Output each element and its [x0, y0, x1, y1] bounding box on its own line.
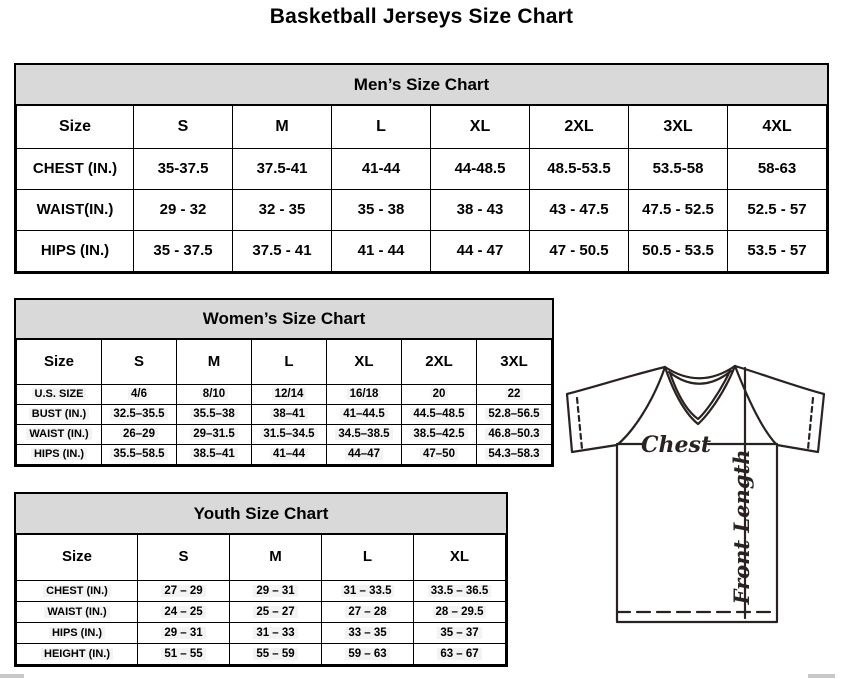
measurement-row-label: HIPS (IN.)	[17, 231, 134, 272]
size-column-header: 3XL	[629, 106, 728, 149]
size-value-cell: 58-63	[728, 149, 827, 190]
size-value-cell: 41-44	[332, 149, 431, 190]
size-value-cell: 55 – 59	[230, 644, 322, 665]
size-value-cell: 4/6	[102, 385, 177, 405]
measurement-row-label: CHEST (IN.)	[17, 149, 134, 190]
size-value-cell: 37.5-41	[233, 149, 332, 190]
size-value-cell: 20	[402, 385, 477, 405]
measurement-row-label: WAIST(IN.)	[17, 190, 134, 231]
size-value-cell: 41–44.5	[327, 405, 402, 425]
size-value-cell: 35.5–38	[177, 405, 252, 425]
size-value-cell: 53.5-58	[629, 149, 728, 190]
size-value-cell: 33 – 35	[322, 623, 414, 644]
size-value-cell: 32.5–35.5	[102, 405, 177, 425]
measurement-row-label: CHEST (IN.)	[17, 581, 138, 602]
size-value-cell: 27 – 29	[138, 581, 230, 602]
size-column-header: M	[233, 106, 332, 149]
size-column-header: XL	[414, 535, 506, 581]
mens-table	[16, 105, 827, 272]
size-value-cell: 22	[477, 385, 552, 405]
table-row	[17, 231, 827, 272]
table-row	[17, 385, 552, 405]
size-value-cell: 28 – 29.5	[414, 602, 506, 623]
measurement-row-label: WAIST (IN.)	[17, 425, 102, 445]
chest-label: Chest	[640, 432, 712, 458]
table-row	[17, 405, 552, 425]
mens-size-table	[14, 63, 829, 274]
womens-size-table	[14, 298, 554, 467]
measurement-row-label: BUST (IN.)	[17, 405, 102, 425]
size-value-cell: 31 – 33.5	[322, 581, 414, 602]
size-column-header: XL	[327, 340, 402, 385]
womens-table	[16, 339, 552, 465]
size-value-cell: 48.5-53.5	[530, 149, 629, 190]
size-column-header: L	[332, 106, 431, 149]
size-value-cell: 35 - 37.5	[134, 231, 233, 272]
size-value-cell: 44–47	[327, 445, 402, 465]
table-row	[17, 149, 827, 190]
size-value-cell: 43 - 47.5	[530, 190, 629, 231]
size-value-cell: 44.5–48.5	[402, 405, 477, 425]
size-column-header: M	[177, 340, 252, 385]
size-header-cell: Size	[17, 340, 102, 385]
size-value-cell: 44 - 47	[431, 231, 530, 272]
size-column-header: XL	[431, 106, 530, 149]
horizontal-scrollbar-fragment-right[interactable]	[808, 674, 835, 678]
size-column-header: L	[322, 535, 414, 581]
measurement-row-label: HIPS (IN.)	[17, 623, 138, 644]
measurement-row-label: HIPS (IN.)	[17, 445, 102, 465]
size-value-cell: 31.5–34.5	[252, 425, 327, 445]
horizontal-scrollbar-fragment-left[interactable]	[0, 674, 24, 678]
size-value-cell: 25 – 27	[230, 602, 322, 623]
size-value-cell: 35.5–58.5	[102, 445, 177, 465]
size-value-cell: 8/10	[177, 385, 252, 405]
size-column-header: M	[230, 535, 322, 581]
measurement-row-label: U.S. SIZE	[17, 385, 102, 405]
size-value-cell: 29 – 31	[138, 623, 230, 644]
size-value-cell: 16/18	[327, 385, 402, 405]
size-value-cell: 24 – 25	[138, 602, 230, 623]
size-value-cell: 29 - 32	[134, 190, 233, 231]
size-value-cell: 52.8–56.5	[477, 405, 552, 425]
measurement-row-label: HEIGHT (IN.)	[17, 644, 138, 665]
size-value-cell: 54.3–58.3	[477, 445, 552, 465]
jersey-diagram-svg	[556, 360, 842, 632]
mens-table-header-band: Men’s Size Chart	[16, 65, 827, 105]
size-value-cell: 50.5 - 53.5	[629, 231, 728, 272]
jersey-outline	[567, 366, 824, 622]
size-value-cell: 38.5–42.5	[402, 425, 477, 445]
size-value-cell: 38–41	[252, 405, 327, 425]
table-row	[17, 190, 827, 231]
size-value-cell: 34.5–38.5	[327, 425, 402, 445]
size-value-cell: 35 - 38	[332, 190, 431, 231]
size-value-cell: 26–29	[102, 425, 177, 445]
size-value-cell: 47 - 50.5	[530, 231, 629, 272]
table-row	[17, 581, 506, 602]
size-column-header: 2XL	[402, 340, 477, 385]
size-column-header: 4XL	[728, 106, 827, 149]
table-row	[17, 644, 506, 665]
size-value-cell: 44-48.5	[431, 149, 530, 190]
jersey-right-cuff-stitch	[808, 398, 813, 449]
measurement-row-label: WAIST (IN.)	[17, 602, 138, 623]
size-value-cell: 41 - 44	[332, 231, 431, 272]
size-column-header: 2XL	[530, 106, 629, 149]
size-column-header: L	[252, 340, 327, 385]
size-value-cell: 53.5 - 57	[728, 231, 827, 272]
womens-table-header-band: Women’s Size Chart	[16, 300, 552, 339]
jersey-left-cuff-stitch	[577, 398, 582, 449]
size-value-cell: 29 – 31	[230, 581, 322, 602]
size-value-cell: 52.5 - 57	[728, 190, 827, 231]
size-value-cell: 47–50	[402, 445, 477, 465]
size-value-cell: 63 – 67	[414, 644, 506, 665]
table-row	[17, 602, 506, 623]
size-column-header: S	[134, 106, 233, 149]
size-header-cell: Size	[17, 106, 134, 149]
table-row	[17, 623, 506, 644]
size-value-cell: 27 – 28	[322, 602, 414, 623]
size-value-cell: 12/14	[252, 385, 327, 405]
table-row	[17, 445, 552, 465]
size-value-cell: 38.5–41	[177, 445, 252, 465]
youth-table-header-band: Youth Size Chart	[16, 494, 506, 534]
size-value-cell: 59 – 63	[322, 644, 414, 665]
page-title: Basketball Jerseys Size Chart	[269, 5, 574, 28]
size-value-cell: 46.8–50.3	[477, 425, 552, 445]
front-length-label: Front Length	[729, 449, 754, 605]
size-header-cell: Size	[17, 535, 138, 581]
size-value-cell: 32 - 35	[233, 190, 332, 231]
table-row	[17, 425, 552, 445]
jersey-measurement-diagram	[556, 360, 842, 632]
youth-table	[16, 534, 506, 665]
size-value-cell: 51 – 55	[138, 644, 230, 665]
size-column-header: S	[102, 340, 177, 385]
size-value-cell: 35-37.5	[134, 149, 233, 190]
size-value-cell: 37.5 - 41	[233, 231, 332, 272]
size-column-header: S	[138, 535, 230, 581]
size-value-cell: 35 – 37	[414, 623, 506, 644]
size-value-cell: 33.5 – 36.5	[414, 581, 506, 602]
size-value-cell: 31 – 33	[230, 623, 322, 644]
size-column-header: 3XL	[477, 340, 552, 385]
size-value-cell: 41–44	[252, 445, 327, 465]
size-value-cell: 29–31.5	[177, 425, 252, 445]
youth-size-table	[14, 492, 508, 667]
size-value-cell: 38 - 43	[431, 190, 530, 231]
size-value-cell: 47.5 - 52.5	[629, 190, 728, 231]
